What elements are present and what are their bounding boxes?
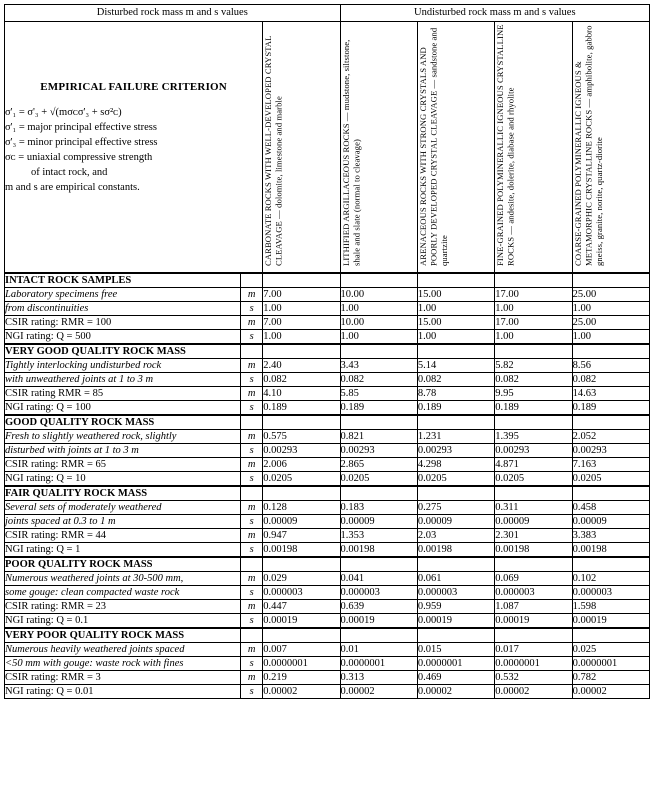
section-0-r4-c1: 1.00 [340, 330, 417, 345]
section-0-r3-c4: 25.00 [572, 316, 649, 330]
section-5-row-0 [5, 628, 650, 643]
section-5-row-1 [5, 643, 650, 657]
section-2-desc-1: disturbed with joints at 1 to 3 m [5, 444, 241, 458]
column-header-coarse-grained [572, 22, 649, 274]
section-0-r2-c2: 1.00 [417, 302, 494, 316]
section-2-rating-0: CSIR rating: RMR = 65 [5, 458, 241, 472]
section-0-rating-0: CSIR rating: RMR = 100 [5, 316, 241, 330]
section-5-r3-c1: 0.313 [340, 671, 417, 685]
section-2-r2-c1: 0.00293 [340, 444, 417, 458]
criterion-line-5: m and s are empirical constants. [5, 182, 140, 193]
section-4-r2-c3: 0.000003 [495, 586, 572, 600]
section-3-row-4 [5, 543, 650, 558]
section-3-r2-c3: 0.00009 [495, 515, 572, 529]
section-2-r1-c4: 2.052 [572, 430, 649, 444]
section-2-r0-c3 [495, 415, 572, 430]
section-3-r3-c3: 2.301 [495, 529, 572, 543]
section-4-r4-c2: 0.00019 [417, 614, 494, 629]
section-3-r3-c4: 3.383 [572, 529, 649, 543]
section-1-r2-c0: 0.082 [263, 373, 340, 387]
section-2-desc-0: Fresh to slightly weathered rock, slightly [5, 430, 241, 444]
section-3-sym-0 [241, 486, 263, 501]
section-4-r2-c4: 0.000003 [572, 586, 649, 600]
section-2-r3-c1: 2.865 [340, 458, 417, 472]
section-5-desc-1: <50 mm with gouge: waste rock with fines [5, 657, 241, 671]
section-0-r3-c3: 17.00 [495, 316, 572, 330]
section-3-r0-c4 [572, 486, 649, 501]
section-4-sym-4: s [241, 614, 263, 629]
section-1-r3-c4: 14.63 [572, 387, 649, 401]
section-2-sym-1: m [241, 430, 263, 444]
section-0-r4-c0: 1.00 [263, 330, 340, 345]
section-1-rating-1: NGI rating: Q = 100 [5, 401, 241, 416]
section-3-r1-c3: 0.311 [495, 501, 572, 515]
section-0-r0-c3 [495, 273, 572, 288]
section-0-r4-c4: 1.00 [572, 330, 649, 345]
section-1-r1-c2: 5.14 [417, 359, 494, 373]
section-1-r1-c1: 3.43 [340, 359, 417, 373]
section-0-r2-c3: 1.00 [495, 302, 572, 316]
section-5-row-4 [5, 685, 650, 699]
section-0-r3-c0: 7.00 [263, 316, 340, 330]
section-4-sym-3: m [241, 600, 263, 614]
section-2-row-3 [5, 458, 650, 472]
section-5-r1-c3: 0.017 [495, 643, 572, 657]
section-5-r2-c1: 0.0000001 [340, 657, 417, 671]
col-lower-4: amphibolite, gabbro gneiss, granite, norite, quartz-diorite [583, 25, 604, 266]
section-5-r4-c1: 0.00002 [340, 685, 417, 699]
section-5-sym-2: s [241, 657, 263, 671]
section-4-r0-c3 [495, 557, 572, 572]
section-5-r2-c2: 0.0000001 [417, 657, 494, 671]
section-3-r0-c3 [495, 486, 572, 501]
section-2-r2-c2: 0.00293 [417, 444, 494, 458]
section-5-r0-c1 [340, 628, 417, 643]
col-caps-0: CARBONATE ROCKS WITH WELL-DEVELOPED CRYSTAL CLEAVAGE — [263, 35, 284, 266]
section-2-r4-c2: 0.0205 [417, 472, 494, 487]
section-4-r1-c4: 0.102 [572, 572, 649, 586]
section-1-r2-c4: 0.082 [572, 373, 649, 387]
section-4-r2-c2: 0.000003 [417, 586, 494, 600]
section-1-row-2 [5, 373, 650, 387]
section-1-row-1 [5, 359, 650, 373]
section-4-row-2 [5, 586, 650, 600]
section-3-r4-c1: 0.00198 [340, 543, 417, 558]
section-0-r2-c0: 1.00 [263, 302, 340, 316]
criterion-line-0: σ'₁ = σ'₃ + √(mσᴄσ'₃ + sσ²ᴄ) [5, 107, 122, 118]
section-1-r4-c2: 0.189 [417, 401, 494, 416]
section-1-r4-c3: 0.189 [495, 401, 572, 416]
section-1-r0-c4 [572, 344, 649, 359]
section-1-sym-3: m [241, 387, 263, 401]
rock-mass-table [4, 4, 650, 699]
section-0-sym-1: m [241, 288, 263, 302]
section-2-r4-c3: 0.0205 [495, 472, 572, 487]
section-0-sym-4: s [241, 330, 263, 345]
section-1-rating-0: CSIR rating RMR = 85 [5, 387, 241, 401]
section-4-rating-0: CSIR rating: RMR = 23 [5, 600, 241, 614]
section-0-r2-c4: 1.00 [572, 302, 649, 316]
section-4-r4-c0: 0.00019 [263, 614, 340, 629]
section-3-r1-c4: 0.458 [572, 501, 649, 515]
section-1-r3-c3: 9.95 [495, 387, 572, 401]
criterion-header-row [5, 22, 650, 274]
section-0-r1-c2: 15.00 [417, 288, 494, 302]
section-2-rating-1: NGI rating: Q = 10 [5, 472, 241, 487]
section-2-r1-c3: 1.395 [495, 430, 572, 444]
section-4-r0-c0 [263, 557, 340, 572]
section-3-r0-c1 [340, 486, 417, 501]
section-0-r2-c1: 1.00 [340, 302, 417, 316]
section-1-r0-c1 [340, 344, 417, 359]
section-5-r4-c2: 0.00002 [417, 685, 494, 699]
section-0-r3-c2: 15.00 [417, 316, 494, 330]
section-1-row-3 [5, 387, 650, 401]
section-2-r3-c3: 4.871 [495, 458, 572, 472]
table-header-row [5, 5, 650, 22]
section-0-row-2 [5, 302, 650, 316]
section-2-r3-c0: 2.006 [263, 458, 340, 472]
section-3-r1-c0: 0.128 [263, 501, 340, 515]
section-4-r1-c0: 0.029 [263, 572, 340, 586]
section-0-r0-c0 [263, 273, 340, 288]
col-caps-3: FINE-GRAINED POLYMINERALLIC IGNEOUS CRYSTALLINE ROCKS — [495, 24, 516, 266]
section-1-desc-1: with unweathered joints at 1 to 3 m [5, 373, 241, 387]
section-3-sym-1: m [241, 501, 263, 515]
section-3-r2-c1: 0.00009 [340, 515, 417, 529]
section-3-r3-c0: 0.947 [263, 529, 340, 543]
section-0-row-4 [5, 330, 650, 345]
section-1-row-4 [5, 401, 650, 416]
section-1-r3-c2: 8.78 [417, 387, 494, 401]
section-2-row-0 [5, 415, 650, 430]
section-4-r4-c3: 0.00019 [495, 614, 572, 629]
section-4-row-4 [5, 614, 650, 629]
section-3-r4-c0: 0.00198 [263, 543, 340, 558]
section-0-r1-c0: 7.00 [263, 288, 340, 302]
section-0-r0-c4 [572, 273, 649, 288]
section-1-r2-c2: 0.082 [417, 373, 494, 387]
section-5-sym-3: m [241, 671, 263, 685]
section-4-r3-c1: 0.639 [340, 600, 417, 614]
section-0-sym-2: s [241, 302, 263, 316]
section-3-r4-c3: 0.00198 [495, 543, 572, 558]
section-5-r3-c3: 0.532 [495, 671, 572, 685]
section-5-r3-c4: 0.782 [572, 671, 649, 685]
col-lower-3: andesite, dolerite, diabase and rhyolite [505, 87, 516, 224]
section-4-sym-2: s [241, 586, 263, 600]
section-5-r4-c4: 0.00002 [572, 685, 649, 699]
section-2-sym-2: s [241, 444, 263, 458]
section-0-row-1 [5, 288, 650, 302]
section-0-r1-c3: 17.00 [495, 288, 572, 302]
col-lower-0: dolomite, limestone and marble [273, 96, 284, 208]
section-4-rating-1: NGI rating: Q = 0.1 [5, 614, 241, 629]
section-1-r1-c3: 5.82 [495, 359, 572, 373]
col-caps-4: COARSE-GRAINED POLYMINERALLIC IGNEOUS & METAMORPHIC CRYSTALLINE ROCKS — [572, 61, 594, 266]
section-0-r4-c3: 1.00 [495, 330, 572, 345]
section-0-r0-c1 [340, 273, 417, 288]
section-3-r2-c2: 0.00009 [417, 515, 494, 529]
section-1-r4-c1: 0.189 [340, 401, 417, 416]
section-4-r2-c0: 0.000003 [263, 586, 340, 600]
section-5-desc-0: Numerous heavily weathered joints spaced [5, 643, 241, 657]
section-1-r0-c2 [417, 344, 494, 359]
section-4-title: POOR QUALITY ROCK MASS [5, 557, 241, 572]
section-5-sym-1: m [241, 643, 263, 657]
column-header-carbonate [263, 22, 340, 274]
undisturbed-header: Undisturbed rock mass m and s values [340, 5, 649, 22]
section-2-r1-c0: 0.575 [263, 430, 340, 444]
section-4-r3-c0: 0.447 [263, 600, 340, 614]
section-3-r1-c2: 0.275 [417, 501, 494, 515]
section-5-r1-c1: 0.01 [340, 643, 417, 657]
section-4-r1-c1: 0.041 [340, 572, 417, 586]
section-3-desc-1: joints spaced at 0.3 to 1 m [5, 515, 241, 529]
section-4-sym-0 [241, 557, 263, 572]
section-0-r3-c1: 10.00 [340, 316, 417, 330]
section-5-row-2 [5, 657, 650, 671]
section-1-r4-c0: 0.189 [263, 401, 340, 416]
section-0-title: INTACT ROCK SAMPLES [5, 273, 241, 288]
section-2-r1-c2: 1.231 [417, 430, 494, 444]
section-4-r4-c4: 0.00019 [572, 614, 649, 629]
section-3-r2-c0: 0.00009 [263, 515, 340, 529]
section-3-r1-c1: 0.183 [340, 501, 417, 515]
section-3-row-2 [5, 515, 650, 529]
section-4-r4-c1: 0.00019 [340, 614, 417, 629]
section-2-row-1 [5, 430, 650, 444]
col-lower-1: mudstone, siltstone, shale and slate (normal to cleavage) [340, 39, 362, 266]
section-3-r0-c0 [263, 486, 340, 501]
section-5-rating-1: NGI rating: Q = 0.01 [5, 685, 241, 699]
section-4-sym-1: m [241, 572, 263, 586]
criterion-line-2: σ'₃ = minor principal effective stress [5, 137, 158, 148]
section-2-title: GOOD QUALITY ROCK MASS [5, 415, 241, 430]
section-3-r4-c4: 0.00198 [572, 543, 649, 558]
section-3-rating-0: CSIR rating: RMR = 44 [5, 529, 241, 543]
section-4-row-3 [5, 600, 650, 614]
col-caps-2: ARENACEOUS ROCKS WITH STRONG CRYSTALS AND POORLY DEVELOPED CRYSTAL CLEAVAGE — [417, 47, 439, 266]
section-5-sym-4: s [241, 685, 263, 699]
section-1-desc-0: Tightly interlocking undisturbed rock [5, 359, 241, 373]
section-0-r1-c1: 10.00 [340, 288, 417, 302]
section-2-r4-c0: 0.0205 [263, 472, 340, 487]
section-5-rating-0: CSIR rating: RMR = 3 [5, 671, 241, 685]
criterion-cell [5, 22, 263, 274]
section-1-r1-c0: 2.40 [263, 359, 340, 373]
section-3-sym-2: s [241, 515, 263, 529]
section-1-sym-4: s [241, 401, 263, 416]
section-5-r2-c4: 0.0000001 [572, 657, 649, 671]
section-2-r0-c2 [417, 415, 494, 430]
section-1-r2-c1: 0.082 [340, 373, 417, 387]
section-3-r2-c4: 0.00009 [572, 515, 649, 529]
section-1-r3-c1: 5.85 [340, 387, 417, 401]
section-0-r4-c2: 1.00 [417, 330, 494, 345]
section-5-r4-c0: 0.00002 [263, 685, 340, 699]
section-5-sym-0 [241, 628, 263, 643]
section-1-sym-2: s [241, 373, 263, 387]
section-3-desc-0: Several sets of moderately weathered [5, 501, 241, 515]
section-3-r3-c1: 1.353 [340, 529, 417, 543]
criterion-line-1: σ'₁ = major principal effective stress [5, 122, 157, 133]
section-1-r3-c0: 4.10 [263, 387, 340, 401]
section-2-r2-c4: 0.00293 [572, 444, 649, 458]
section-5-r1-c4: 0.025 [572, 643, 649, 657]
section-0-rating-1: NGI rating: Q = 500 [5, 330, 241, 345]
section-5-r1-c2: 0.015 [417, 643, 494, 657]
section-5-r0-c2 [417, 628, 494, 643]
section-4-row-0 [5, 557, 650, 572]
section-2-sym-0 [241, 415, 263, 430]
section-3-title: FAIR QUALITY ROCK MASS [5, 486, 241, 501]
section-2-sym-4: s [241, 472, 263, 487]
section-3-row-0 [5, 486, 650, 501]
section-5-r3-c2: 0.469 [417, 671, 494, 685]
section-4-r1-c3: 0.069 [495, 572, 572, 586]
section-1-row-0 [5, 344, 650, 359]
criterion-title: EMPIRICAL FAILURE CRITERION [40, 81, 227, 93]
section-2-r0-c0 [263, 415, 340, 430]
col-caps-1: LITHIFIED ARGILLACEOUS ROCKS — [340, 112, 351, 266]
section-1-title: VERY GOOD QUALITY ROCK MASS [5, 344, 241, 359]
section-4-desc-1: some gouge: clean compacted waste rock [5, 586, 241, 600]
section-0-r0-c2 [417, 273, 494, 288]
section-0-sym-3: m [241, 316, 263, 330]
section-1-sym-0 [241, 344, 263, 359]
section-1-r0-c0 [263, 344, 340, 359]
criterion-line-4: of intact rock, and [31, 167, 108, 178]
section-2-r2-c0: 0.00293 [263, 444, 340, 458]
section-5-row-3 [5, 671, 650, 685]
section-2-row-4 [5, 472, 650, 487]
section-5-r1-c0: 0.007 [263, 643, 340, 657]
disturbed-header: Disturbed rock mass m and s values [5, 5, 341, 22]
section-2-r2-c3: 0.00293 [495, 444, 572, 458]
section-1-r4-c4: 0.189 [572, 401, 649, 416]
section-5-r4-c3: 0.00002 [495, 685, 572, 699]
section-0-row-3 [5, 316, 650, 330]
section-3-r0-c2 [417, 486, 494, 501]
section-2-r4-c1: 0.0205 [340, 472, 417, 487]
section-1-sym-1: m [241, 359, 263, 373]
section-5-r0-c3 [495, 628, 572, 643]
section-5-r0-c0 [263, 628, 340, 643]
section-4-r0-c4 [572, 557, 649, 572]
section-2-row-2 [5, 444, 650, 458]
section-3-row-3 [5, 529, 650, 543]
section-4-desc-0: Numerous weathered joints at 30-500 mm, [5, 572, 241, 586]
section-0-r1-c4: 25.00 [572, 288, 649, 302]
section-3-r4-c2: 0.00198 [417, 543, 494, 558]
column-header-argillaceous [340, 22, 417, 274]
section-4-r3-c3: 1.087 [495, 600, 572, 614]
section-2-r1-c1: 0.821 [340, 430, 417, 444]
col-lower-2: sandstone and quartzite [428, 27, 449, 266]
section-5-r2-c3: 0.0000001 [495, 657, 572, 671]
section-4-r3-c4: 1.598 [572, 600, 649, 614]
section-3-sym-4: s [241, 543, 263, 558]
section-1-r2-c3: 0.082 [495, 373, 572, 387]
section-5-title: VERY POOR QUALITY ROCK MASS [5, 628, 241, 643]
section-3-rating-1: NGI rating: Q = 1 [5, 543, 241, 558]
section-2-sym-3: m [241, 458, 263, 472]
section-5-r2-c0: 0.0000001 [263, 657, 340, 671]
criterion-line-3: σᴄ = uniaxial compressive strength [5, 152, 153, 163]
section-4-r0-c1 [340, 557, 417, 572]
section-3-row-1 [5, 501, 650, 515]
section-4-row-1 [5, 572, 650, 586]
section-3-r3-c2: 2.03 [417, 529, 494, 543]
column-header-arenaceous [417, 22, 494, 274]
section-4-r1-c2: 0.061 [417, 572, 494, 586]
section-0-desc-1: from discontinuities [5, 302, 241, 316]
section-3-sym-3: m [241, 529, 263, 543]
section-0-desc-0: Laboratory specimens free [5, 288, 241, 302]
section-4-r2-c1: 0.000003 [340, 586, 417, 600]
column-header-fine-grained-igneous [495, 22, 572, 274]
section-0-row-0 [5, 273, 650, 288]
section-2-r3-c2: 4.298 [417, 458, 494, 472]
section-2-r0-c1 [340, 415, 417, 430]
section-4-r0-c2 [417, 557, 494, 572]
section-0-sym-0 [241, 273, 263, 288]
section-2-r3-c4: 7.163 [572, 458, 649, 472]
section-1-r1-c4: 8.56 [572, 359, 649, 373]
section-1-r0-c3 [495, 344, 572, 359]
section-2-r0-c4 [572, 415, 649, 430]
section-5-r3-c0: 0.219 [263, 671, 340, 685]
section-5-r0-c4 [572, 628, 649, 643]
section-2-r4-c4: 0.0205 [572, 472, 649, 487]
section-4-r3-c2: 0.959 [417, 600, 494, 614]
